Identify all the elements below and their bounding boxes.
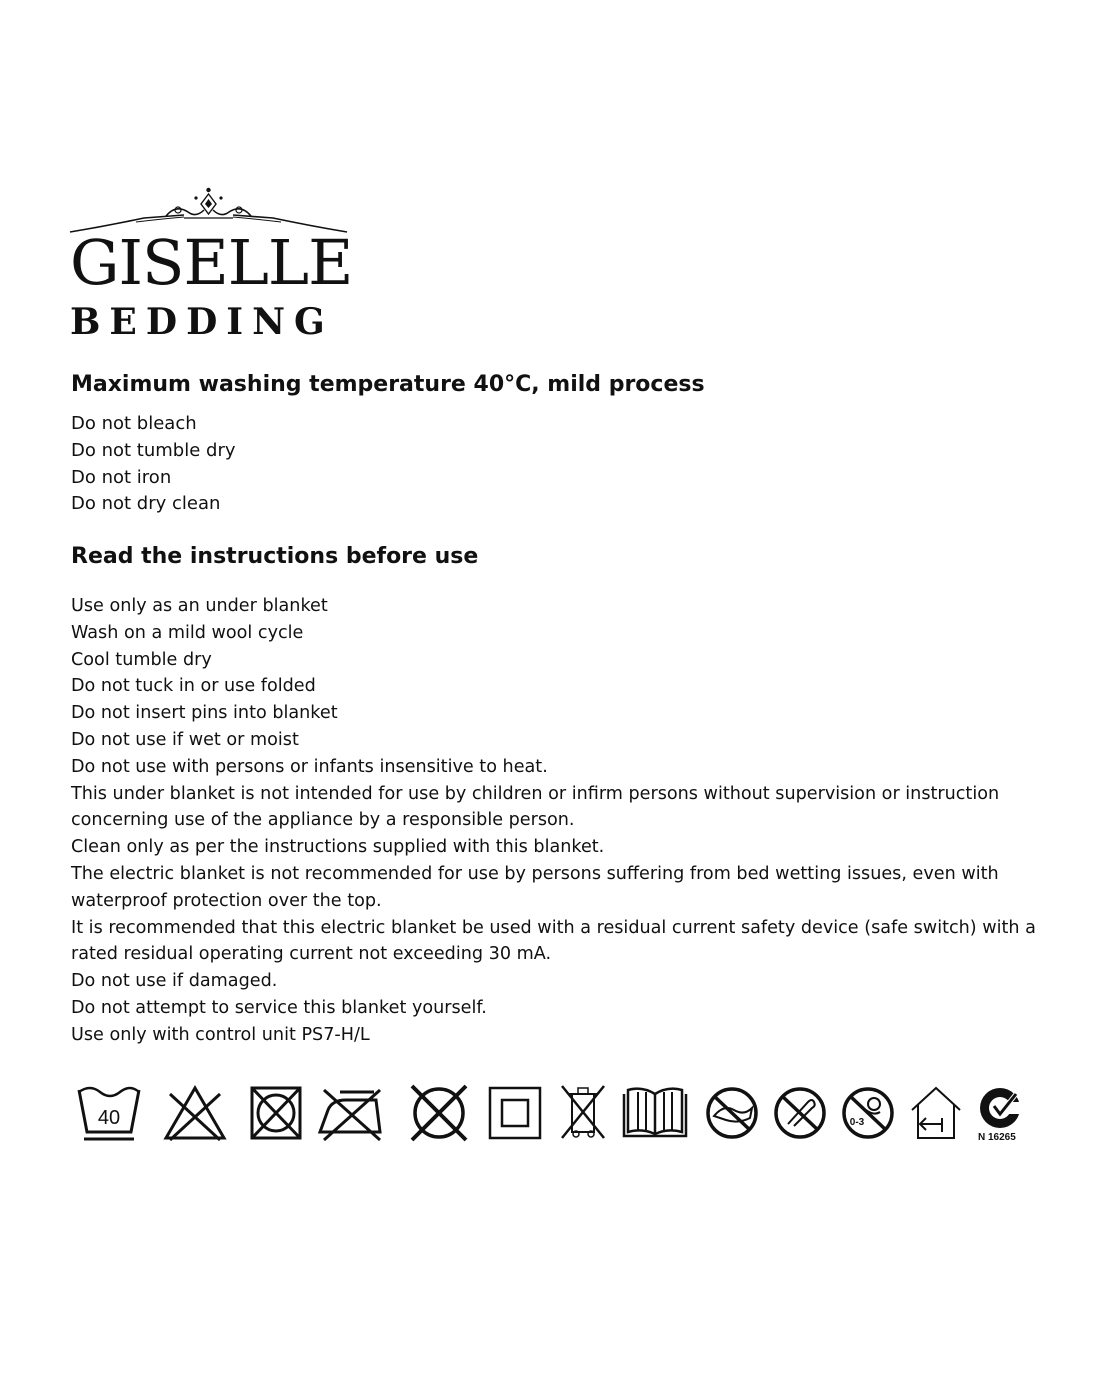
list-item: Do not bleach bbox=[71, 413, 197, 434]
list-item: Use only with control unit PS7-H/L bbox=[71, 1024, 370, 1045]
instructions-heading: Read the instructions before use bbox=[71, 544, 479, 569]
wash-temp-label: 40 bbox=[97, 1107, 121, 1129]
instructions-list bbox=[71, 593, 1061, 1049]
list-item: The electric blanket is not recommended for use by persons suffering from bed wetting issues, even with waterproof protection over the top. bbox=[71, 863, 999, 911]
indoor-use-icon bbox=[906, 1082, 966, 1144]
list-item: Do not use if wet or moist bbox=[71, 729, 299, 750]
wash-40-icon bbox=[76, 1082, 142, 1144]
no-folding-icon bbox=[704, 1082, 760, 1144]
no-iron-icon bbox=[314, 1082, 388, 1144]
list-item: Use only as an under blanket bbox=[71, 596, 328, 616]
list-item: Clean only as per the instructions supplied with this blanket. bbox=[71, 837, 605, 858]
no-pins-icon bbox=[772, 1082, 828, 1144]
brand-logo bbox=[66, 186, 351, 346]
list-item: It is recommended that this electric blanket be used with a residual current safety device (safe switch) with a rated residual operating current not exceeding 30 mA. bbox=[71, 917, 1036, 965]
list-item: Do not iron bbox=[71, 466, 172, 488]
no-tumble-dry-icon bbox=[248, 1082, 304, 1144]
brand-name: GISELLE bbox=[70, 226, 353, 299]
care-list bbox=[71, 411, 1061, 518]
no-infants-icon bbox=[840, 1082, 896, 1144]
list-item: Do not dry clean bbox=[71, 493, 221, 515]
no-bin-icon bbox=[558, 1082, 608, 1144]
care-heading: Maximum washing temperature 40°C, mild process bbox=[71, 372, 705, 397]
double-insulated-icon bbox=[486, 1082, 544, 1144]
list-item: Do not insert pins into blanket bbox=[71, 703, 338, 724]
no-dry-clean-icon bbox=[404, 1082, 474, 1144]
no-bleach-icon bbox=[162, 1082, 228, 1144]
list-item: Do not tumble dry bbox=[71, 439, 236, 461]
list-item: Do not tuck in or use folded bbox=[71, 676, 316, 697]
age-label: 0-3 bbox=[849, 1117, 865, 1128]
list-item: Do not attempt to service this blanket yourself. bbox=[71, 997, 487, 1018]
list-item: Wash on a mild wool cycle bbox=[71, 622, 304, 643]
compliance-code: N 16265 bbox=[978, 1132, 1016, 1143]
list-item: Do not use if damaged. bbox=[71, 971, 278, 992]
care-symbols bbox=[70, 1082, 1040, 1152]
list-item: This under blanket is not intended for use by children or infirm persons without supervision or instruction concerning use of the appliance by a responsible person. bbox=[71, 783, 1000, 831]
brand-subtitle: BEDDING bbox=[70, 301, 334, 343]
read-manual-icon bbox=[620, 1082, 690, 1144]
c-tick-icon bbox=[972, 1082, 1032, 1144]
list-item: Cool tumble dry bbox=[71, 649, 212, 670]
list-item: Do not use with persons or infants insensitive to heat. bbox=[71, 756, 548, 777]
